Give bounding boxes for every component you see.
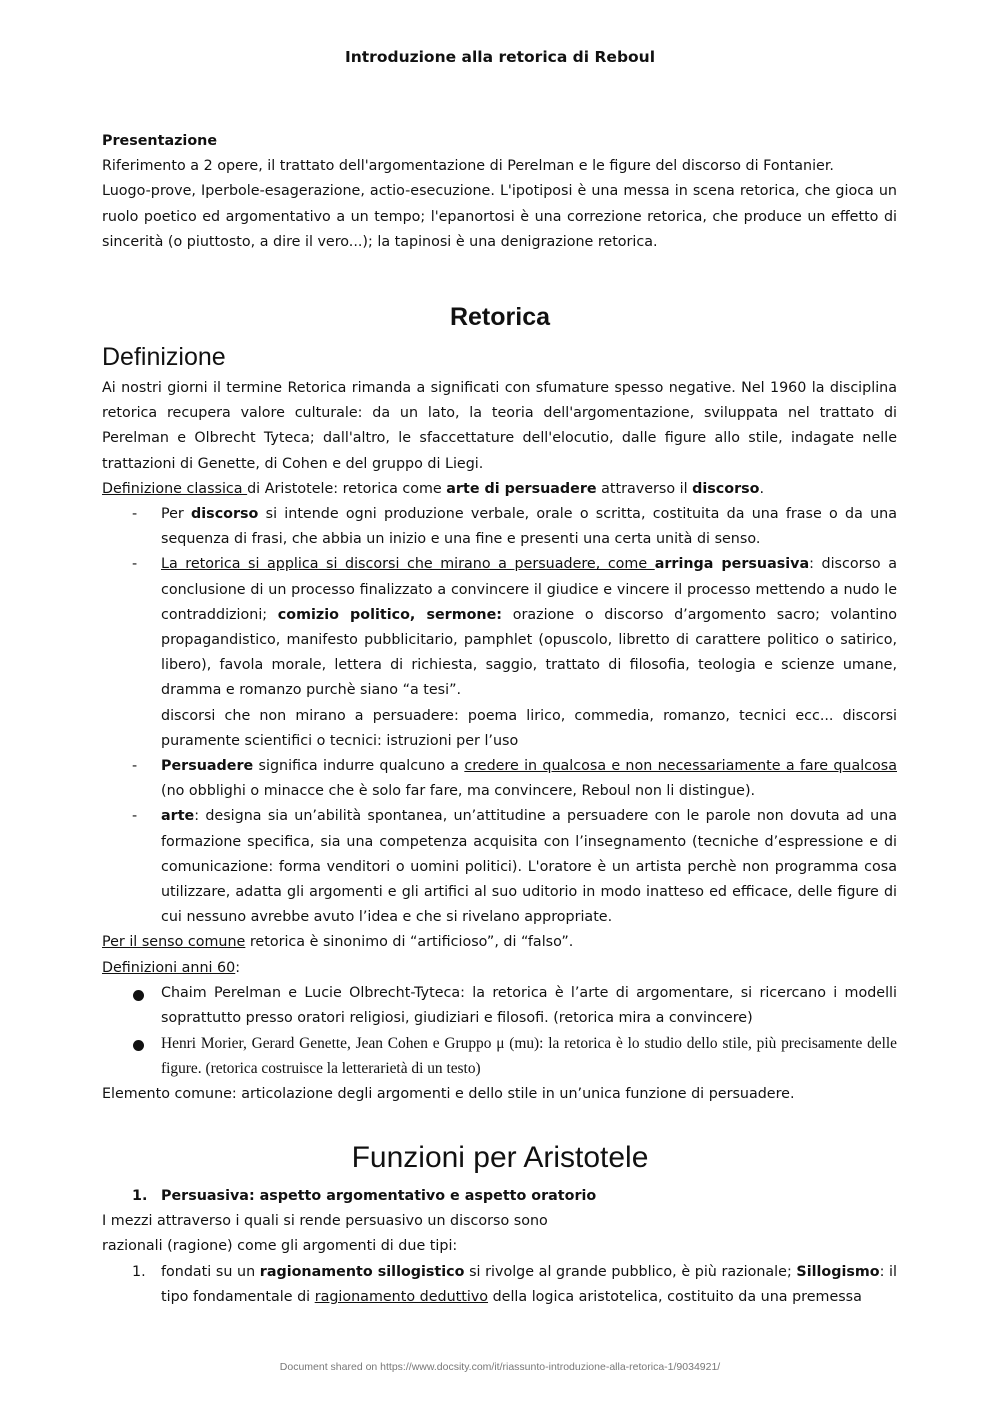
funzioni-line-1: I mezzi attraverso i quali si rende persuasivo un discorso sono [102,1213,548,1230]
footer-source: Document shared on https://www.docsity.com/it/riassunto-introduzione-alla-retorica-1/9034921/ [279,1361,721,1373]
section-title-funzioni: Funzioni per Aristotele [351,1141,649,1174]
text-span: Henri Morier, Gerard Genette, Jean Cohen e Gruppo μ (mu): la retorica è lo studio dello stile, più precisamente delle figure. (retorica costruisce la letterarietà di un testo) [161,1035,897,1078]
bold-span: arringa persuasiva [654,556,810,573]
text-span: : designa sia un’abilità spontanea, un’attitudine a persuadere con le parole non dovuta ad una formazione specifica, sia una competenza acquisita con l’insegnamento (tecniche d’espressione e di comunicazione: forma venditori o uomini politici). L'oratore è un artista perchè non programma cosa utilizzare, adatta gli argomenti e gli artifici al suo uditorio in modo inatteso ed efficace, delle figure di cui nessuno avrebbe avuto l’idea e che si rivelano appropriate. [161,808,897,926]
definizione-section [102,376,897,1107]
bold-span: discorso [692,480,760,497]
section-title-retorica: Retorica [449,303,551,331]
text-span: Chaim Perelman e Lucie Olbrecht-Tyteca: la retorica è l’arte di argomentare, si ricercano i modelli soprattutto presso oratori religiosi, giudiziari e filosofi. (retorica mira a convincere) [161,984,897,1027]
dash-list-item [102,502,897,552]
senso-comune-line [102,930,897,955]
numbered-list-item [102,1184,897,1209]
bold-span: Persuasiva: aspetto argomentativo e aspetto oratorio [161,1188,597,1204]
list-item-continuation: discorsi che non mirano a persuadere: poema lirico, commedia, romanzo, tecnici ecc... discorsi puramente scientifici o tecnici: istruzioni per l’uso [161,707,897,749]
text-span: (no obblighi o minacce che è solo far fare, ma convincere, Reboul non li distingue). [161,783,756,800]
bold-span: Sillogismo [796,1263,880,1280]
underlined-span: La retorica si applica si discorsi che mirano a persuadere, come [161,556,655,573]
presentazione-line-2: Luogo-prove, Iperbole-esagerazione, actio-esecuzione. L'ipotiposi è una messa in scena retorica, che gioca un ruolo poetico ed argomentativo a un tempo; l'epanortosi è una correzione retorica, che produce un effetto di sincerità (o piuttosto, a dire il vero...); la tapinosi è una denigrazione retorica. [102,183,897,250]
text-span: . [759,480,765,497]
underlined-span: Definizioni anni 60 [102,959,236,976]
bold-span: comizio politico, sermone: [277,606,503,623]
presentazione-heading: Presentazione [102,133,218,149]
presentazione-line-1: Riferimento a 2 opere, il trattato dell'argomentazione di Perelman e le figure del discorso di Fontanier. [102,158,834,175]
text-span: fondati su un [161,1263,260,1280]
bold-span: discorso [191,506,259,523]
dash-list-item [102,754,897,804]
funzioni-section [102,1184,897,1310]
heading-definizione: Definizione [102,343,226,371]
definizione-classica [102,477,897,502]
list-number: 1. [132,1188,148,1204]
underlined-span: Per il senso comune [102,934,246,951]
text-span: di Aristotele: retorica come [247,480,447,497]
presentazione-section [102,129,897,255]
dash-marker: - [132,808,138,825]
bold-span: arte [161,808,195,825]
text-span: si rivolge al grande pubblico, è più razionale; [464,1263,797,1280]
bold-span: Persuadere [161,758,254,775]
bullet-list-item [102,981,897,1031]
bullet-icon [133,990,144,1001]
funzioni-line-2: razionali (ragione) come gli argomenti di due tipi: [102,1238,458,1255]
dash-marker: - [132,556,138,573]
text-span: orazione o discorso d’argomento sacro; volantino propagandistico, manifesto pubblicitario, pamphlet (opuscolo, libretto di carattere politico o satirico, libero), favola morale, lettera di richiesta, saggio, trattato di filosofia, teologia e scienze umane, dramma e romanzo purchè siano “a tesi”. [161,606,898,699]
bold-span: arte di persuadere [446,480,597,497]
text-span: attraverso il [596,480,693,497]
dash-marker: - [132,758,138,775]
elemento-comune-line: Elemento comune: articolazione degli argomenti e dello stile in un’unica funzione di persuadere. [102,1085,795,1102]
underlined-span: ragionamento deduttivo [314,1288,489,1305]
text-span: significa indurre qualcuno a [253,758,465,775]
text-span: si intende ogni produzione verbale, orale o scritta, costituita da una frase o da una sequenza di frasi, che abbia un inizio e una fine e presenti una certa unità di senso. [161,506,897,548]
underlined-span: credere in qualcosa e non necessariamente a fare qualcosa [464,758,898,775]
text-span: retorica è sinonimo di “artificioso”, di “falso”. [245,934,574,951]
definizione-classica-label: Definizione classica [102,480,248,497]
bold-span: ragionamento sillogistico [259,1263,465,1280]
text-span: Per [161,506,192,523]
text-span: : il tipo fondamentale di [161,1263,897,1305]
text-span: della logica aristotelica, costituito da una premessa [488,1288,862,1305]
dash-list-item [102,552,897,754]
text-span: : [235,959,241,976]
list-number: 1. [132,1263,146,1280]
bullet-icon [133,1040,144,1051]
definizioni-anni-60-line [102,956,897,981]
dash-list-item [102,804,897,930]
bullet-list-item [102,1031,897,1081]
document-title: Introduzione alla retorica di Reboul [344,48,656,66]
definizione-intro: Ai nostri giorni il termine Retorica rimanda a significati con sfumature spesso negative. Nel 1960 la disciplina retorica recupera valore culturale: da un lato, la teoria dell'argomentazione, sviluppata nel trattato di Perelman e Olbrecht Tyteca; dall'altro, le sfaccettature dell'elocutio, dalle figure allo stile, indagate nelle trattazioni di Genette, di Cohen e del gruppo di Liegi. [102,380,897,472]
numbered-list-item [102,1260,897,1310]
dash-marker: - [132,506,138,523]
text-span: : discorso a conclusione di un processo finalizzato a convincere il giudice e vincere il processo mettendo a nudo le contraddizioni; [161,556,897,623]
